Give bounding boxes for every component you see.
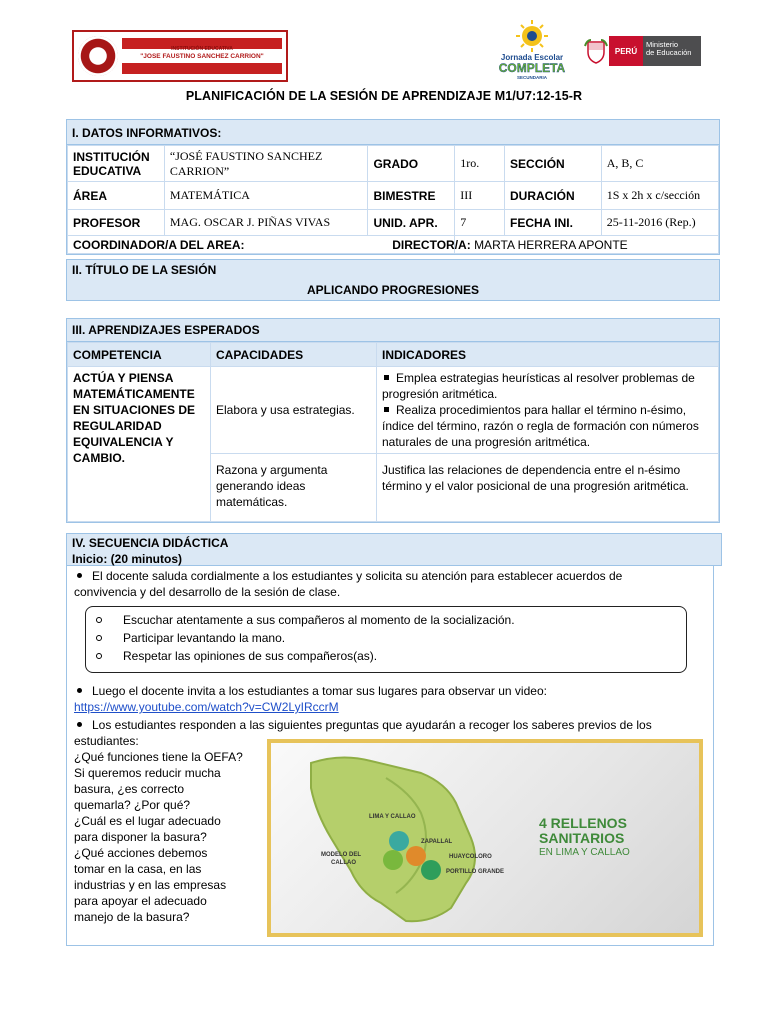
ministerio-educacion-logo <box>583 36 701 66</box>
pregunta-line: ¿Cuál es el lugar adecuado <box>74 814 221 828</box>
fecha-ini-value: 25-11-2016 (Rep.) <box>601 210 718 236</box>
profesor-label: PROFESOR <box>68 210 165 236</box>
unid-apr-label: UNID. APR. <box>368 210 455 236</box>
fecha-ini-label: FECHA INI. <box>505 210 602 236</box>
duracion-value: 1S x 2h x c/sección <box>601 182 718 210</box>
competencia-cell: ACTÚA Y PIENSA MATEMÁTICAMENTE EN SITUACIONES DE REGULARIDAD EQUIVALENCIA Y CAMBIO. <box>68 367 211 522</box>
col-capacidades: CAPACIDADES <box>211 343 377 367</box>
seccion-value: A, B, C <box>601 146 718 182</box>
capacidad-2: Razona y argumenta generando ideas matemáticas. <box>211 454 377 522</box>
circle-bullet-icon <box>96 635 102 641</box>
acuerdos-box <box>85 606 687 673</box>
datos-table <box>67 145 719 254</box>
pregunta-line: manejo de la basura? <box>74 910 190 924</box>
institucion-value: “JOSÉ FAUSTINO SANCHEZ CARRION” <box>164 146 368 182</box>
titulo-value: APLICANDO PROGRESIONES <box>306 283 480 297</box>
acuerdo-item: Participar levantando la mano. <box>96 630 285 646</box>
secuencia-body <box>66 566 714 946</box>
unid-apr-value: 7 <box>455 210 505 236</box>
datos-informativos-section <box>66 119 720 255</box>
indicador-2: Justifica las relaciones de dependencia entre el n-ésimo término y el valor posicional de una progresión aritmética. <box>377 454 719 522</box>
capacidad-1: Elabora y usa estrategias. <box>211 367 377 454</box>
marker-zapallal <box>406 846 426 866</box>
peru-label: PERÚ <box>609 36 643 66</box>
pregunta-line: Si queremos reducir mucha <box>74 766 221 780</box>
marker-modelo-callao <box>383 850 403 870</box>
map-label: LIMA Y CALLAO <box>369 814 416 820</box>
map-label: HUAYCOLORO <box>449 854 492 860</box>
map-label: ZAPALLAL <box>421 839 453 845</box>
pregunta-line: para apoyar el adecuado <box>74 894 207 908</box>
aprendizajes-section <box>66 318 720 523</box>
bullet-icon <box>77 573 82 578</box>
secuencia-header <box>66 533 722 566</box>
video-thumbnail-image <box>267 739 703 937</box>
pregunta-line: ¿Qué acciones debemos <box>74 846 208 860</box>
peru-shield-icon <box>583 36 609 66</box>
coordinador-label: COORDINADOR/A DEL AREA: <box>68 236 455 254</box>
school-logo-line2: "JOSE FAUSTINO SANCHEZ CARRION" <box>140 52 264 60</box>
datos-heading: I. DATOS INFORMATIVOS: <box>67 120 719 145</box>
jornada-main-text: COMPLETA <box>498 61 566 75</box>
square-bullet-icon <box>384 375 389 380</box>
school-logo-line1: INSTITUCIÓN EDUCATIVA <box>171 46 233 53</box>
video-title-line2: SANITARIOS <box>539 830 625 846</box>
col-indicadores: INDICADORES <box>377 343 719 367</box>
square-bullet-icon <box>384 407 389 412</box>
youtube-link[interactable]: https://www.youtube.com/watch?v=CW2LyIRccrM <box>74 700 339 714</box>
header-logos <box>0 10 768 80</box>
marker-portillo <box>421 860 441 880</box>
area-label: ÁREA <box>68 182 165 210</box>
bimestre-label: BIMESTRE <box>368 182 455 210</box>
acuerdo-item: Escuchar atentamente a sus compañeros al momento de la socialización. <box>96 612 515 628</box>
bimestre-value: III <box>455 182 505 210</box>
jornada-escolar-logo <box>496 16 568 82</box>
pregunta-line: ¿Qué funciones tiene la OEFA? <box>74 750 243 764</box>
map-label: MODELO DEL <box>321 852 361 858</box>
school-logo-line3: ALTO TRUJILLO - EL PORVENIR <box>171 59 233 65</box>
director-value: MARTA HERRERA APONTE <box>474 238 628 252</box>
paragraph-saludo: El docente saluda cordialmente a los estudiantes y solicita su atención para establecer acuerdos de convivencia y del desarrollo de la sesión de clase. <box>74 569 623 599</box>
aprendizajes-heading: III. APRENDIZAJES ESPERADOS <box>67 319 719 342</box>
director-cell <box>392 236 719 254</box>
secuencia-heading: IV. SECUENCIA DIDÁCTICA <box>72 536 229 550</box>
video-title-line3: EN LIMA Y CALLAO <box>539 847 630 858</box>
pregunta-line: para disponer la basura? <box>74 830 207 844</box>
aprendizajes-table <box>67 342 719 522</box>
paragraph-video: Luego el docente invita a los estudiantes a tomar sus lugares para observar un video: https://www.youtube.com/watch?v=CW2LyIRccrM <box>74 684 547 714</box>
preguntas-list <box>74 749 243 925</box>
sun-icon <box>516 20 548 52</box>
indicador-1b: Realiza procedimientos para hallar el término n-ésimo, índice del término, razón o regla de formación con números naturales de una progresión aritmética. <box>382 403 699 449</box>
pregunta-line: basura, ¿es correcto <box>74 782 185 796</box>
school-seal-icon <box>78 36 118 76</box>
pregunta-line: industrias y en las empresas <box>74 878 227 892</box>
circle-bullet-icon <box>96 653 102 659</box>
marker-lima-callao <box>389 831 409 851</box>
bullet-icon <box>77 722 82 727</box>
jornada-top-text: Jornada Escolar <box>500 53 564 62</box>
map-label: PORTILLO GRANDE <box>446 869 504 875</box>
profesor-value: MAG. OSCAR J. PIÑAS VIVAS <box>164 210 368 236</box>
indicador-1a: Emplea estrategias heurísticas al resolver problemas de progresión aritmética. <box>382 371 695 401</box>
paragraph-preguntas: Los estudiantes responden a las siguientes preguntas que ayudarán a recoger los saberes previos de los estudiantes: <box>74 718 652 748</box>
jornada-sub-text: SECUNDARIA <box>516 75 548 80</box>
area-value: MATEMÁTICA <box>164 182 368 210</box>
titulo-sesion-section <box>66 259 720 301</box>
seccion-label: SECCIÓN <box>505 146 602 182</box>
col-competencia: COMPETENCIA <box>68 343 211 367</box>
bullet-icon <box>77 688 82 693</box>
indicadores-1-cell <box>377 367 719 454</box>
map-label: CALLAO <box>331 860 356 866</box>
acuerdo-item: Respetar las opiniones de sus compañeros(as). <box>96 648 377 664</box>
school-logo <box>72 30 288 82</box>
director-label: DIRECTOR/A: <box>392 238 471 252</box>
video-title-line1: 4 RELLENOS <box>539 815 627 831</box>
page-title: PLANIFICACIÓN DE LA SESIÓN DE APRENDIZAJE M1/U7:12-15-R <box>185 89 583 103</box>
pregunta-line: tomar en la casa, en las <box>74 862 202 876</box>
grado-value: 1ro. <box>455 146 505 182</box>
circle-bullet-icon <box>96 617 102 623</box>
pregunta-line: quemarla? ¿Por qué? <box>74 798 191 812</box>
inicio-label: Inicio: (20 minutos) <box>72 552 183 566</box>
duracion-label: DURACIÓN <box>505 182 602 210</box>
grado-label: GRADO <box>368 146 455 182</box>
institucion-label: INSTITUCIÓN EDUCATIVA <box>68 146 165 182</box>
ministerio-label: Ministerio de Educación <box>643 36 701 66</box>
titulo-heading: II. TÍTULO DE LA SESIÓN <box>72 263 217 277</box>
